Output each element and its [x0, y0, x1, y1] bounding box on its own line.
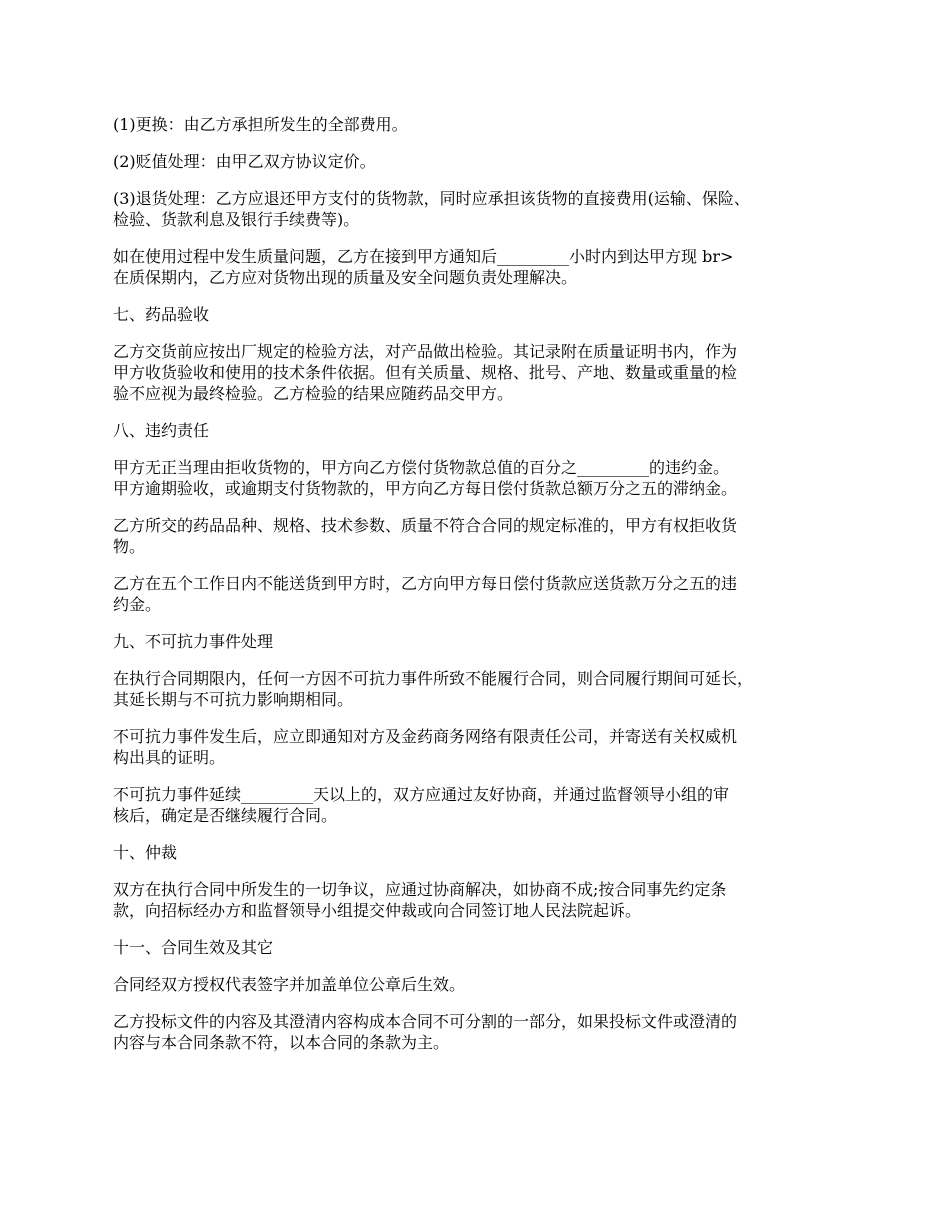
text-line: 约金。 [113, 595, 162, 614]
text-line: 双方在执行合同中所发生的一切争议，应通过协商解决，如协商不成;按合同事先约定条 [113, 880, 727, 899]
text-line: 甲方收货验收和使用的技术条件依据。但有关质量、规格、批号、产地、数量或重量的检 [113, 363, 738, 382]
paragraph-bid-documents [113, 1011, 853, 1053]
paragraph-quality-issue [113, 246, 853, 288]
text-line: 其延长期与不可抗力影响期相同。 [113, 690, 354, 709]
paragraph-force-majeure-extension [113, 668, 853, 710]
section-heading-force-majeure [113, 631, 853, 652]
text-line: (2)贬值处理：由甲乙双方协议定价。 [113, 152, 376, 171]
text-line: 物。 [113, 537, 146, 556]
section-heading-liability [113, 420, 853, 441]
text-line: 甲方无正当理由拒收货物的，甲方向乙方偿付货物款总值的百分之_________的违约金。 [113, 458, 730, 477]
paragraph-replacement [113, 114, 853, 135]
text-line: 甲方逾期验收，或逾期支付货物款的，甲方向乙方每日偿付货款总额万分之五的滞纳金。 [113, 479, 738, 498]
section-heading-effectiveness [113, 937, 853, 958]
text-line: 乙方投标文件的内容及其澄清内容构成本合同不可分割的一部分，如果投标文件或澄清的 [113, 1012, 738, 1031]
text-line: 在执行合同期限内，任何一方因不可抗力事件所致不能履行合同，则合同履行期间可延长， [113, 669, 754, 688]
text-line: 乙方在五个工作日内不能送货到甲方时，乙方向甲方每日偿付货款应送货款万分之五的违 [113, 574, 738, 593]
text-line: 不可抗力事件延续_________天以上的，双方应通过友好协商，并通过监督领导小组的审 [113, 785, 730, 804]
text-line: 验不应视为最终检验。乙方检验的结果应随药品交甲方。 [113, 384, 514, 403]
section-heading: 十、仲裁 [113, 843, 178, 862]
paragraph-arbitration [113, 879, 853, 921]
text-line: 如在使用过程中发生质量问题，乙方在接到甲方通知后_________小时内到达甲方现 br> [113, 247, 734, 266]
text-line: (1)更换：由乙方承担所发生的全部费用。 [113, 115, 408, 134]
paragraph-force-majeure-notice [113, 726, 853, 768]
section-heading: 九、不可抗力事件处理 [113, 632, 274, 651]
section-heading: 十一、合同生效及其它 [113, 938, 274, 957]
paragraph-force-majeure-duration [113, 784, 853, 826]
section-heading: 八、违约责任 [113, 421, 210, 440]
text-line: 核后，确定是否继续履行合同。 [113, 806, 338, 825]
section-heading: 七、药品验收 [113, 305, 210, 324]
paragraph-refusal-penalty [113, 457, 853, 499]
text-line: 合同经双方授权代表签字并加盖单位公章后生效。 [113, 975, 466, 994]
text-line: (3)退货处理：乙方应退还甲方支付的货物款，同时应承担该货物的直接费用(运输、保险、 [113, 189, 750, 208]
paragraph-signature-effect [113, 974, 853, 995]
section-heading-inspection [113, 304, 853, 325]
paragraph-late-delivery [113, 573, 853, 615]
paragraph-nonconforming [113, 515, 853, 557]
text-line: 乙方所交的药品品种、规格、技术参数、质量不符合合同的规定标准的，甲方有权拒收货 [113, 516, 738, 535]
section-heading-arbitration [113, 842, 853, 863]
text-line: 不可抗力事件发生后，应立即通知对方及金药商务网络有限责任公司，并寄送有关权威机 [113, 727, 738, 746]
text-line: 构出具的证明。 [113, 748, 226, 767]
text-line: 内容与本合同条款不符，以本合同的条款为主。 [113, 1033, 450, 1052]
paragraph-inspection [113, 341, 853, 404]
text-line: 在质保期内，乙方应对货物出现的质量及安全问题负责处理解决。 [113, 268, 578, 287]
text-line: 乙方交货前应按出厂规定的检验方法，对产品做出检验。其记录附在质量证明书内，作为 [113, 342, 738, 361]
text-line: 检验、货款利息及银行手续费等)。 [113, 210, 360, 229]
paragraph-depreciation [113, 151, 853, 172]
paragraph-return [113, 188, 853, 230]
text-line: 款，向招标经办方和监督领导小组提交仲裁或向合同签订地人民法院起诉。 [113, 901, 642, 920]
document-page [113, 114, 853, 1069]
